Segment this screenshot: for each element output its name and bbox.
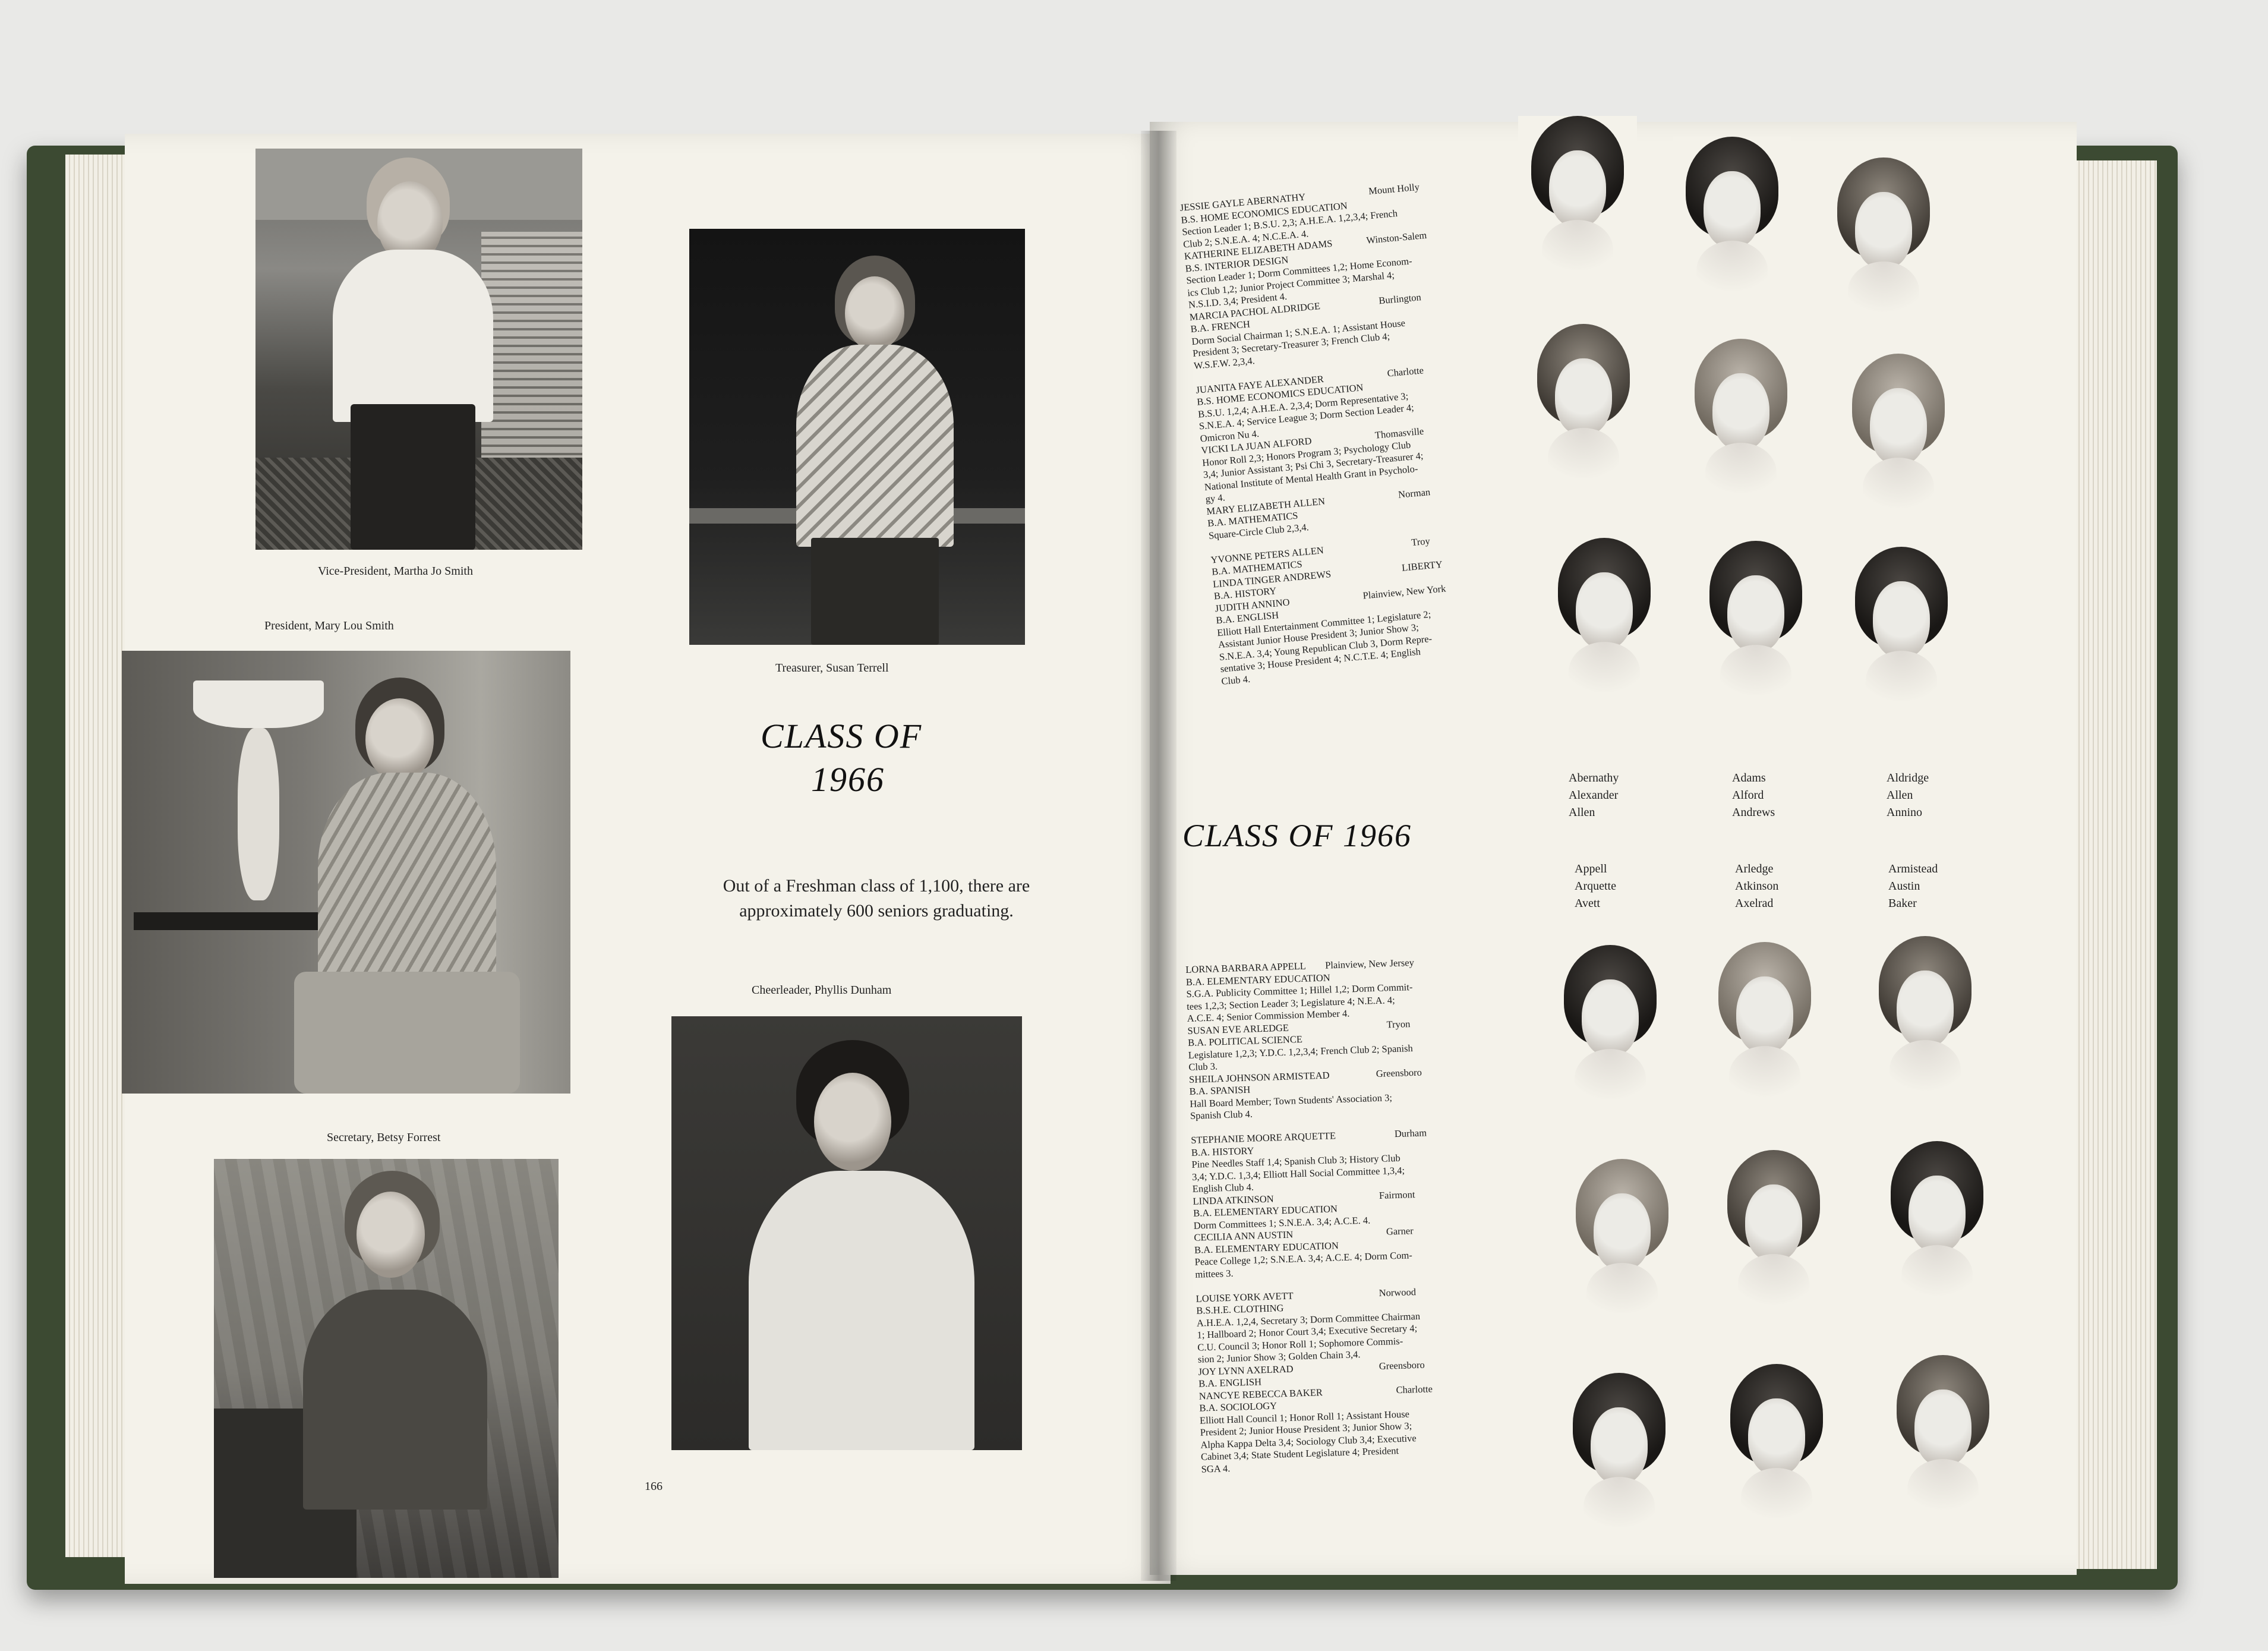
portrait-arledge bbox=[1705, 942, 1824, 1108]
names-group1-col3: Aldridge Allen Annino bbox=[1887, 771, 1929, 819]
caption-secretary: Secretary, Betsy Forrest bbox=[327, 1131, 441, 1144]
portrait-baker bbox=[1884, 1355, 2002, 1521]
portrait-avett bbox=[1560, 1373, 1679, 1539]
names-group2-col2: Arledge Atkinson Axelrad bbox=[1735, 862, 1779, 910]
caption-treasurer: Treasurer, Susan Terrell bbox=[775, 661, 889, 675]
portrait-axelrad bbox=[1717, 1364, 1836, 1530]
photo-president bbox=[122, 651, 570, 1094]
portrait-arquette bbox=[1563, 1159, 1682, 1325]
names-group1-col1: Abernathy Alexander Allen bbox=[1569, 771, 1619, 819]
photo-secretary bbox=[214, 1159, 559, 1578]
bios-top-block: JESSIE GAYLE ABERNATHY Mount Holly B.S. HOME ECONOMICS EDUCATION Section Leader 1; B.S.U. 2,3; A.H.E.A. 1,2,3,4; French Club 2; S.N.E.A. 4; N.C.E.A. 4. KATHERINE ELIZABETH ADAMS Winston-Salem B.S. INTERIOR DESIGN Section Leader 1; Dorm Committees 1,2; Home Econom- ics Club 1,2; Junior Project Committee 3; Marshal 4; N.S.I.D. 3,4; President 4. MARCIA PACHOL ALDRIDGE Burlington B.A. FRENCH Dorm Social Chairman 1; S.N.E.A. 1; Assistant House President 3; Secretary-Treasurer 3; French Club 4; W.S.F.W. 2,3,4. JUANITA FAYE ALEXANDER Charlotte B.S. HOME ECONOMICS EDUCATION B.S.U. 1,2,4; A.H.E.A. 2,3,4; Dorm Representative 3; S.N.E.A. 4; Service League 3; Dorm Section Leader 4; Omicron Nu 4. VICKI LA JUAN ALFORD Thomasville Honor Roll 2,3; Honors Program 3; Psychology Club 3,4; Junior Assistant 3; Psi Chi 3, Secretary-Treasurer 4; National Institute of Mental Health Grant in Psycholo- gy 4. MARY ELIZABETH ALLEN Norman B.A. MATHEMATICS Square-Circle Club 2,3,4. YVONNE PETERS ALLEN Troy B.A. MATHEMATICS LINDA TINGER ANDREWS LIBERTY B.A. HISTORY JUDITH ANNINO Plainview, New York B.A. ENGLISH Elliott Hall Entertainment Committee 1; Legislature 2; Assistant Junior House President 3; Junior Show 3; S.N.E.A. 3,4; Young Republican Club 3, Dorm Repre- sentative 3; House President 4; N.C.T.E. 4; English Club 4. bbox=[1179, 181, 1447, 687]
names-group1-col2: Adams Alford Andrews bbox=[1732, 771, 1775, 819]
photo-treasurer bbox=[689, 229, 1025, 645]
portrait-armistead bbox=[1866, 936, 1985, 1102]
left-class-title-line1: CLASS OF bbox=[761, 717, 923, 755]
portrait-allen-mary bbox=[1839, 354, 1958, 520]
portrait-alexander bbox=[1524, 324, 1643, 490]
photo-cheerleader bbox=[671, 1016, 1022, 1450]
portrait-appell bbox=[1551, 945, 1670, 1111]
names-group2-col1: Appell Arquette Avett bbox=[1575, 862, 1616, 910]
left-page-number: 166 bbox=[645, 1480, 663, 1493]
portrait-austin bbox=[1878, 1141, 1996, 1307]
caption-vice-president: Vice-President, Martha Jo Smith bbox=[318, 565, 473, 578]
left-intro-text: Out of a Freshman class of 1,100, there are approximately 600 seniors graduating. bbox=[723, 876, 1030, 921]
caption-cheerleader: Cheerleader, Phyllis Dunham bbox=[752, 984, 892, 997]
portrait-alford bbox=[1682, 339, 1800, 505]
portrait-abernathy bbox=[1518, 116, 1637, 282]
portrait-adams bbox=[1673, 137, 1791, 303]
bios-bottom-block: LORNA BARBARA APPELL Plainview, New Jersey B.A. ELEMENTARY EDUCATION S.G.A. Publicity Committee 1; Hillel 1,2; Dorm Commit- tees 1,2,3; Section Leader 3; Legislature 4; N.E.A. 4; A.C.E. 4; Senior Commission Member 4. SUSAN EVE ARLEDGE Tryon B.A. POLITICAL SCIENCE Legislature 1,2,3; Y.D.C. 1,2,3,4; French Club 2; Spanish Club 3. SHEILA JOHNSON ARMISTEAD Greensboro B.A. SPANISH Hall Board Member; Town Students' Association 3; Spanish Club 4. STEPHANIE MOORE ARQUETTE Durham B.A. HISTORY Pine Needles Staff 1,4; Spanish Club 3; History Club 3,4; Y.D.C. 1,3,4; Elliott Hall Social Committee 1,3,4; English Club 4. LINDA ATKINSON Fairmont B.A. ELEMENTARY EDUCATION Dorm Committees 1; S.N.E.A. 3,4; A.C.E. 4. CECILIA ANN AUSTIN Garner B.A. ELEMENTARY EDUCATION Peace College 1,2; S.N.E.A. 3,4; A.C.E. 4; Dorm Com- mittees 3. LOUISE YORK AVETT Norwood B.S.H.E. CLOTHING A.H.E.A. 1,2,4, Secretary 3; Dorm Committee Chairman 1; Hallboard 2; Honor Court 3,4; Executive Secretary 4; C.U. Council 3; Honor Roll 1; Sophomore Commis- sion 2; Junior Show 3; Golden Chain 3,4. JOY LYNN AXELRAD Greensboro B.A. ENGLISH NANCYE REBECCA BAKER Charlotte B.A. SOCIOLOGY Elliott Hall Council 1; Honor Roll 1; Assistant House President 2; Junior House President 3; Junior Show 3; Alpha Kappa Delta 3,4; Sociology Club 3,4; Executive Cabinet 3,4; State Student Legislature 4; President SGA 4. bbox=[1185, 956, 1433, 1475]
portrait-aldridge bbox=[1824, 157, 1943, 324]
caption-president: President, Mary Lou Smith bbox=[264, 619, 394, 632]
portrait-andrews bbox=[1696, 541, 1815, 707]
portrait-atkinson bbox=[1714, 1150, 1833, 1316]
right-class-title: CLASS OF 1966 bbox=[1182, 818, 1412, 853]
names-group2-col3: Armistead Austin Baker bbox=[1888, 862, 1938, 910]
portrait-allen-yvonne bbox=[1545, 538, 1664, 704]
portrait-annino bbox=[1842, 547, 1961, 713]
photo-vice-president bbox=[255, 149, 582, 550]
book-gutter bbox=[1141, 131, 1176, 1581]
left-class-title-line2: 1966 bbox=[811, 760, 885, 799]
